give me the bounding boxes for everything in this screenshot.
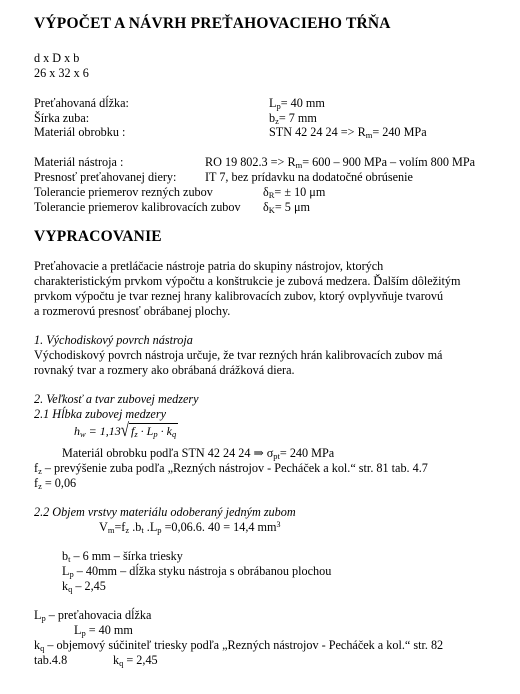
s2-mat-line: Materiál obrobku podľa STN 42 24 24 ⇒ $\sigma_{pt}= 240$ MPa xyxy=(62,446,335,461)
s2-heading: 2. Veľkosť a tvar zubovej medzery xyxy=(34,392,199,406)
intro-line: a rozmerovú presnosť obrábanej plochy. xyxy=(34,304,231,318)
dims-value: 26 x 32 x 6 xyxy=(34,66,89,80)
section-title: VYPRACOVANIE xyxy=(34,228,162,245)
def-bt: $b_t - 6$ mm – šírka triesky xyxy=(62,549,183,564)
def-kq: $k_q - 2,45$ xyxy=(62,579,106,594)
param-value-length: $L_p= 40$ mm xyxy=(269,96,325,111)
tool-value-material: RO 19 $802.3 => R_m= 600 - 900$ MPa – volím 800 MPa xyxy=(205,155,476,170)
def-lp: $L_p - 40mm$ – dĺžka styku nástroja s obrábanou plochou xyxy=(62,564,332,579)
tool-label-precision: Presnosť preťahovanej diery: xyxy=(34,170,177,184)
formula-hw: $h_w = 1,13√$ $f_z \cdot L_p \cdot k_q$ xyxy=(74,420,177,441)
tool-value-tol-r: $\delta_R= \pm 10$ μm xyxy=(263,185,326,200)
vm-formula: $V_m=f_z$ $.b_t$ $.L_p =0,06.6$. 40 = 14,4 $mm^3$ xyxy=(99,520,281,535)
tool-label-tol-r: Tolerancie priemerov rezných zubov xyxy=(34,185,213,199)
tab-ref: tab.4.8 xyxy=(34,653,68,667)
s1-line: rovnaký tvar a rozmery ako obrábaná drážková diera. xyxy=(34,363,295,377)
kq-line: $k_q$ – objemový súčiniteľ triesky podľa „Rezných nástrojov - Pecháček a kol.“ str. 82 xyxy=(34,638,444,653)
s2-sub1: 2.1 Hĺbka zubovej medzery xyxy=(34,407,166,421)
s2-sub2: 2.2 Objem vrstvy materiálu odoberaný jedným zubom xyxy=(34,505,296,519)
intro-line: charakteristickým prvkom výpočtu a konštrukcie je zubová medzera. Ďalším dôležitým xyxy=(34,274,461,288)
param-label-width: Šírka zuba: xyxy=(34,111,90,125)
lp-line: $L_p$ – preťahovacia dĺžka xyxy=(34,608,152,623)
param-value-material: STN 42 24 $24 => R_m= 240$ MPa xyxy=(269,125,427,140)
s2-fz-line: $f_z$ – prevýšenie zuba podľa „Rezných nástrojov - Pecháček a kol.“ str. 81 tab. 4.7 xyxy=(34,461,428,476)
s1-heading: 1. Východiskový povrch nástroja xyxy=(34,333,193,347)
kq-value: $k_q = 2,45$ xyxy=(113,653,158,668)
param-label-length: Preťahovaná dĺžka: xyxy=(34,96,129,110)
page-title: VÝPOČET A NÁVRH PREŤAHOVACIEHO TŔŇA xyxy=(34,15,391,32)
tool-value-tol-k: $\delta_K= 5$ μm xyxy=(263,200,310,215)
s1-line: Východiskový povrch nástroja určuje, že tvar rezných hrán kalibrovacích zubov má xyxy=(34,348,443,362)
param-value-width: $b_z= 7$ mm xyxy=(269,111,317,126)
lp-value: $L_p = 40$ mm xyxy=(74,623,133,638)
param-label-material: Materiál obrobku : xyxy=(34,125,126,139)
tool-value-precision: IT 7, bez prídavku na dodatočné obrúsenie xyxy=(205,170,413,184)
s2-fz-value: $f_z = 0,06$ xyxy=(34,476,77,491)
intro-line: Preťahovacie a pretláčacie nástroje patria do skupiny nástrojov, ktorých xyxy=(34,259,384,273)
dims-formula: d x D x b xyxy=(34,51,80,65)
tool-label-material: Materiál nástroja : xyxy=(34,155,124,169)
intro-line: prvkom výpočtu je tvar reznej hrany kalibrovacích zubov, ktorý ovplyvňuje tvarovú xyxy=(34,289,444,303)
tool-label-tol-k: Tolerancie priemerov kalibrovacích zubov xyxy=(34,200,241,214)
